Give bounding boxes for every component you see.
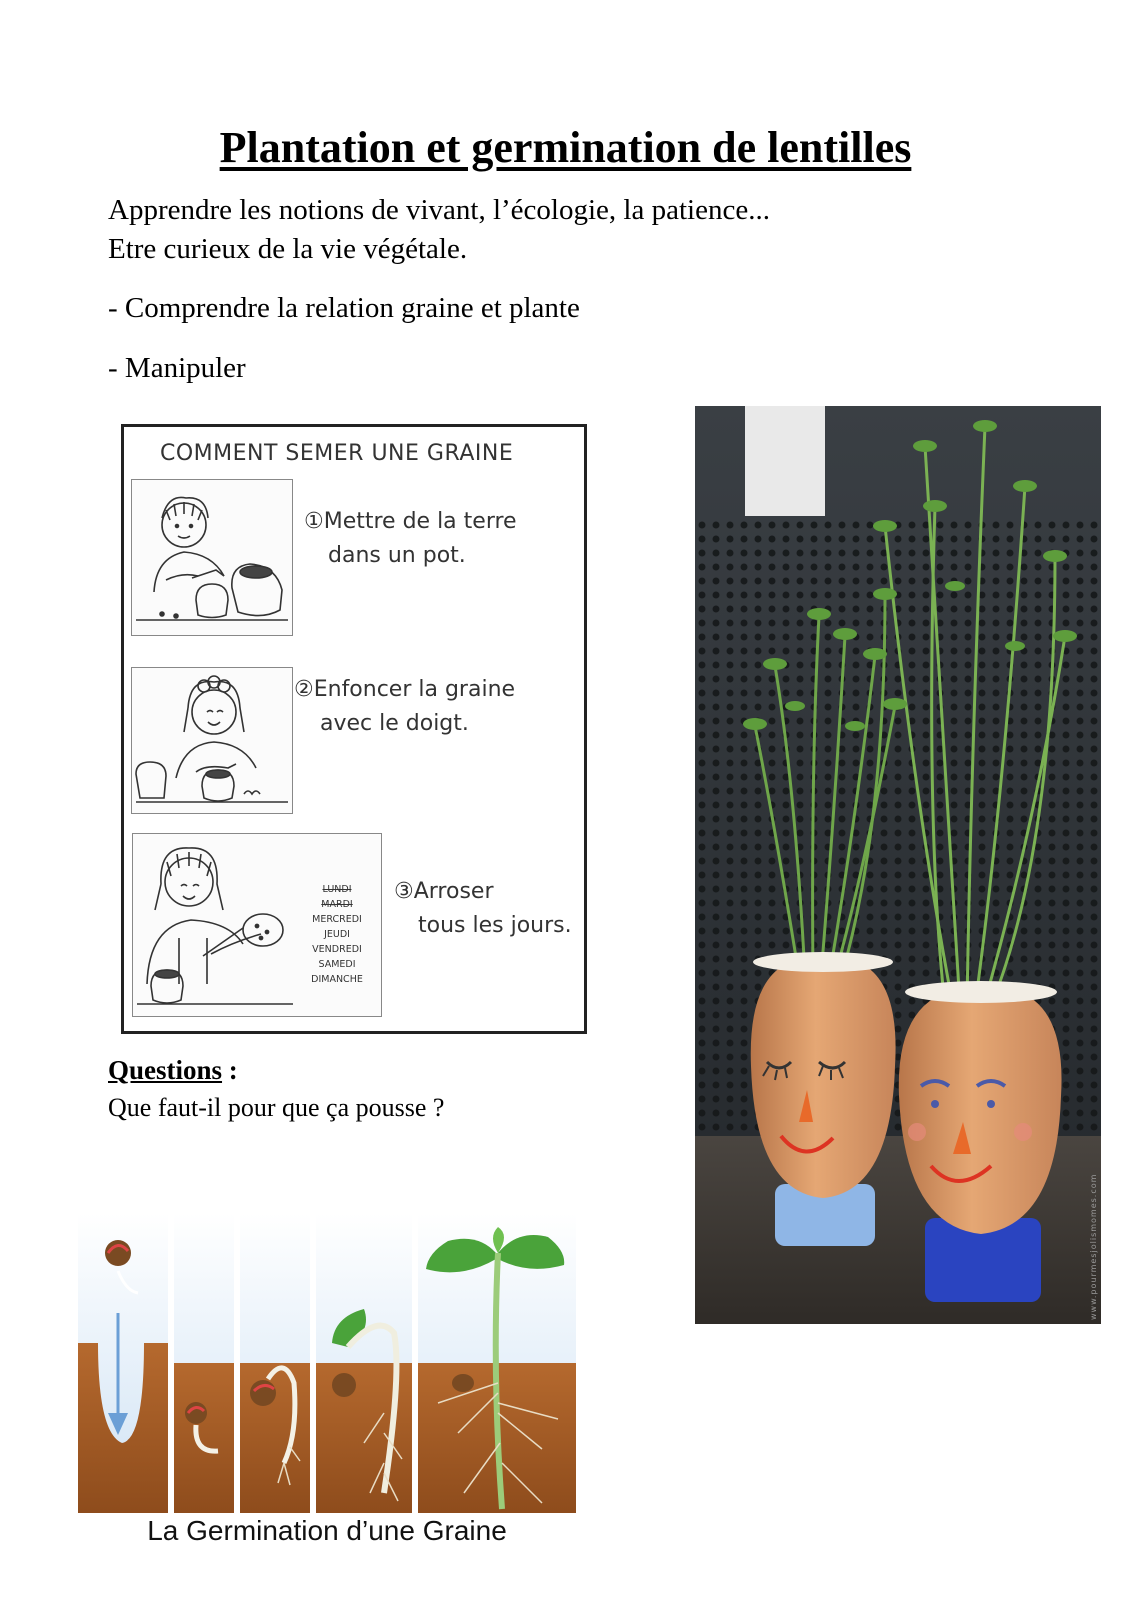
step-1-line-1: ①Mettre de la terre (304, 509, 517, 534)
sow-card-title: COMMENT SEMER UNE GRAINE (160, 441, 514, 466)
step-3-text (394, 875, 572, 943)
step-3-line-2: tous les jours. (418, 913, 572, 938)
intro-line-1: Apprendre les notions de vivant, l’écologie, la patience... (108, 194, 770, 226)
weekday-5: VENDREDI (312, 944, 362, 955)
questions-colon: : (222, 1055, 238, 1085)
intro-line-2: Etre curieux de la vie végétale. (108, 233, 468, 265)
objective-2: - Manipuler (108, 352, 246, 384)
step-2-line-1: ②Enfoncer la graine (294, 677, 516, 702)
question-text: Que faut-il pour que ça pousse ? (108, 1093, 445, 1122)
page-title: Plantation et germination de lentilles (219, 123, 912, 172)
weekday-1: LUNDI (322, 884, 352, 895)
step-2-text (294, 673, 515, 741)
objective-1: - Comprendre la relation graine et plante (108, 292, 580, 324)
weekday-2: MARDI (321, 899, 353, 910)
questions-label: Questions (108, 1055, 223, 1085)
sow-instructions-card (121, 424, 587, 1034)
germination-illustration (78, 1213, 576, 1513)
weekday-7: DIMANCHE (311, 974, 363, 985)
step-1-text (304, 505, 517, 573)
weekday-6: SAMEDI (318, 959, 356, 970)
photo-watermark: www.pourmesjolismomes.com (1089, 1173, 1098, 1320)
weekday-3: MERCREDI (312, 914, 362, 925)
step-2-illustration (131, 667, 293, 814)
intro-text (108, 191, 770, 269)
step-1-line-2: dans un pot. (328, 543, 466, 568)
step-1-illustration (131, 479, 293, 636)
questions-heading (108, 1055, 238, 1086)
weekday-4: JEUDI (324, 929, 350, 940)
step-2-line-2: avec le doigt. (320, 711, 469, 736)
germination-caption: La Germination d’une Graine (147, 1515, 507, 1546)
step-3-line-1: ③Arroser (394, 879, 494, 904)
eggshell-sprouts-photo (695, 406, 1101, 1324)
weekdays-list (302, 882, 372, 987)
